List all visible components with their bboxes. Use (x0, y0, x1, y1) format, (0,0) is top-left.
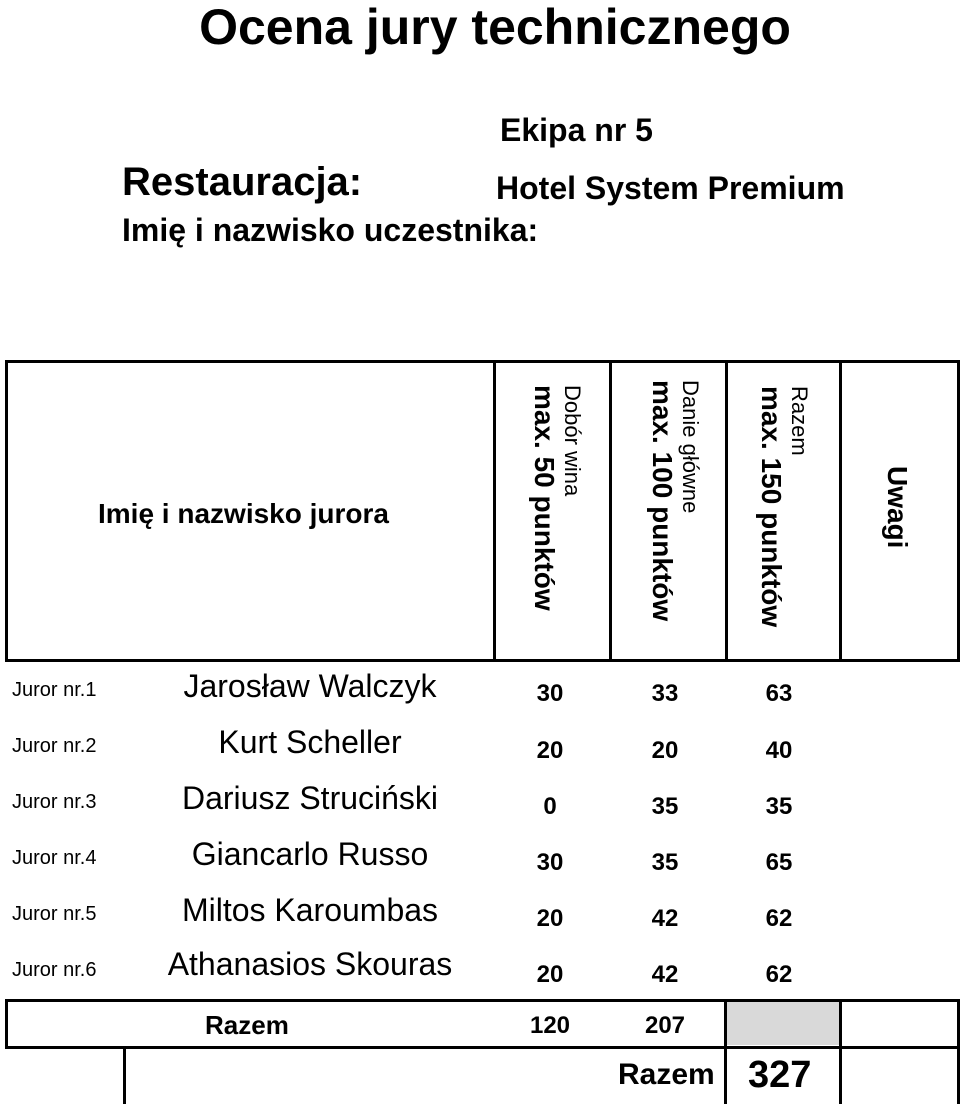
wine-score: 0 (543, 793, 557, 820)
main-score: 35 (651, 849, 679, 876)
col-wine-max: max. 50 punktów (529, 385, 560, 611)
juror-label: Juror nr.1 (12, 679, 97, 701)
team-number: Ekipa nr 5 (500, 112, 653, 148)
main-score: 42 (651, 905, 679, 932)
main-score: 42 (651, 961, 679, 988)
col-notes-header (881, 466, 913, 556)
participant-label: Imię i nazwisko uczestnika: (122, 212, 539, 248)
wine-score: 20 (536, 905, 564, 932)
wine-score: 20 (536, 961, 564, 988)
total-score: 63 (765, 680, 793, 707)
sum-wine: 120 (529, 1012, 571, 1039)
page-title: Ocena jury technicznego (199, 0, 791, 55)
total-score: 65 (765, 849, 793, 876)
juror-label: Juror nr.6 (12, 959, 97, 981)
col-main-label: Danie główne (678, 380, 703, 514)
col-juror-name-header: Imię i nazwisko jurora (98, 498, 389, 529)
juror-name: Miltos Karoumbas (181, 892, 439, 928)
col-total-max: max. 150 punktów (756, 386, 787, 628)
main-score: 20 (651, 737, 679, 764)
col-total-header (752, 386, 812, 628)
col-main-max: max. 100 punktów (647, 380, 678, 622)
juror-name: Jarosław Walczyk (183, 668, 437, 704)
juror-name: Dariusz Struciński (181, 780, 439, 816)
restaurant-label: Restauracja: (122, 160, 363, 204)
sum-main: 207 (644, 1012, 686, 1039)
juror-label: Juror nr.4 (12, 847, 97, 869)
total-score: 35 (765, 793, 793, 820)
juror-label: Juror nr.2 (12, 735, 97, 757)
juror-name: Kurt Scheller (218, 724, 402, 760)
total-score: 62 (765, 905, 793, 932)
col-wine-label: Dobór wina (560, 385, 585, 497)
col-notes-label: Uwagi (882, 466, 913, 549)
juror-name: Giancarlo Russo (191, 836, 429, 872)
main-score: 33 (651, 680, 679, 707)
col-wine-header (525, 385, 585, 625)
sum-label: Razem (205, 1010, 289, 1040)
col-total-label: Razem (787, 386, 812, 456)
juror-label: Juror nr.3 (12, 791, 97, 813)
wine-score: 20 (536, 737, 564, 764)
col-main-header (643, 380, 703, 636)
total-score: 62 (765, 961, 793, 988)
juror-name: Athanasios Skouras (167, 946, 453, 982)
wine-score: 30 (536, 849, 564, 876)
empty-total-cell (726, 1001, 840, 1045)
grand-total-value: 327 (748, 1054, 812, 1096)
wine-score: 30 (536, 680, 564, 707)
restaurant-name: Hotel System Premium (496, 170, 845, 206)
juror-label: Juror nr.5 (12, 903, 97, 925)
main-score: 35 (651, 793, 679, 820)
total-score: 40 (765, 737, 793, 764)
grand-total-label: Razem (618, 1058, 715, 1091)
